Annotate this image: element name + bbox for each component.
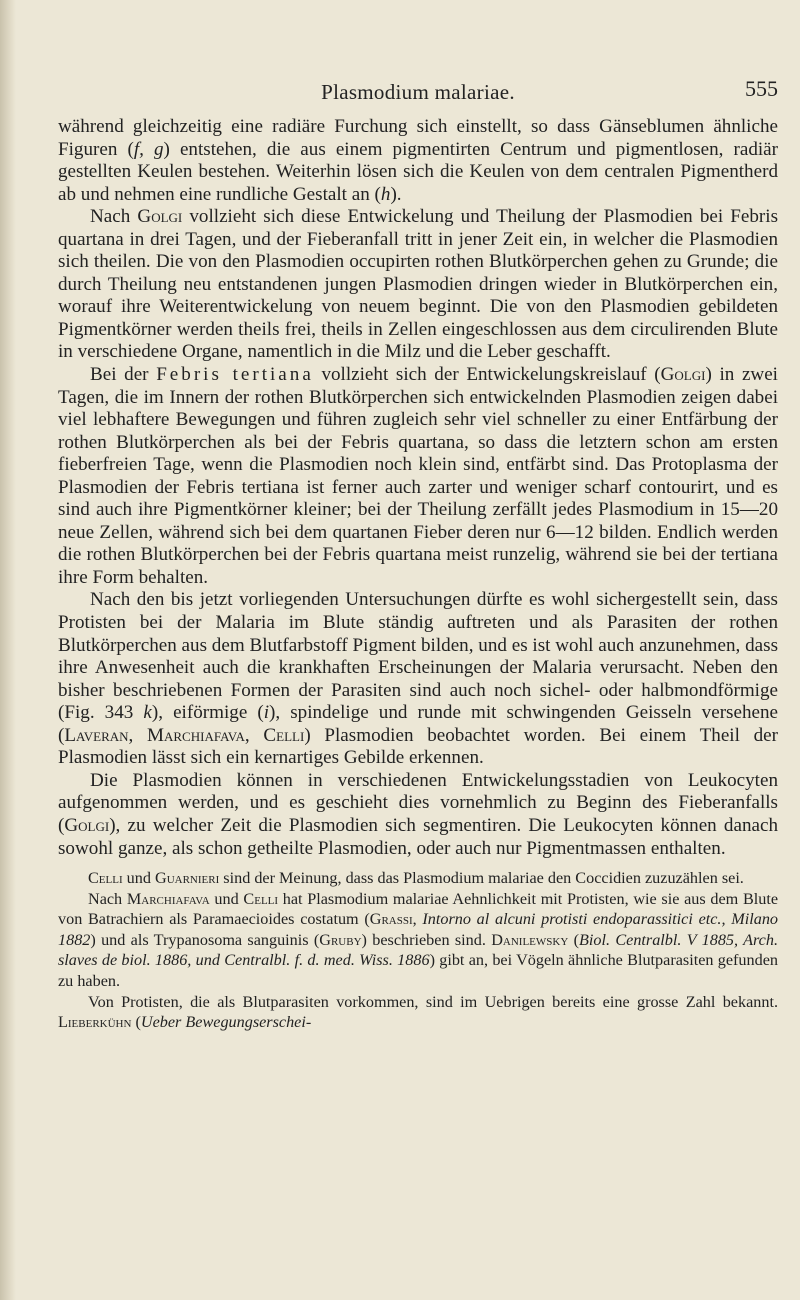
notes-section <box>58 868 778 1033</box>
text-run: Von Protisten, die als Blutparasiten vorkommen, sind im Uebrigen bereits eine grosse Zahl bekannt. <box>88 992 778 1011</box>
text-run: hat Plasmodium malariae Aehnlichkeit mit Protisten, wie sie aus dem Blute von Batrachiern als Paramaecioides costatum ( <box>58 889 779 929</box>
author-name: Celli <box>263 724 305 746</box>
text-run: vollzieht sich diese Entwickelung und Theilung der Plasmodien bei Febris quartana in drei Tagen, und der Fieberanfall tritt in jener Zeit ein, in welcher die Plasmodien sich theilen. Die von den Plasmodien occupirten rothen Blutkörperchen gehen zu Grunde; die durch Theilung neu entstandenen jungen Plasmodien dringen wieder in Blutkörperchen ein, worauf ihre Weiterentwickelung von neuem beginnt. Die von den Plasmodien gebildeten Pigmentkörner werden theils frei, theils in Zellen eingeschlossen aus dem circulirenden Blute in verschiedene Organe, namentlich in die Milz und die Leber geschafft. <box>58 206 779 363</box>
author-name: Gruby <box>319 930 362 949</box>
text-run: Bei der <box>90 364 157 386</box>
text-run: und <box>122 869 155 888</box>
author-name: Golgi <box>64 814 110 836</box>
text-run: ). <box>390 183 402 205</box>
text-run: vollzieht sich der Entwickelungskreislauf ( <box>313 364 661 386</box>
text-run: Nach <box>90 206 138 228</box>
text-run: ), spindelige und runde mit schwingenden Geisseln versehene ( <box>58 702 778 746</box>
author-name: Laveran <box>64 724 129 746</box>
author-name: Golgi <box>137 206 183 228</box>
paragraph <box>58 770 778 860</box>
author-name: Guarnieri <box>155 869 220 888</box>
text-run: ) Plasmodien beobachtet worden. Bei einem Theil der Plasmodien lässt sich ein kernartiges Gebilde erkennen. <box>58 724 779 769</box>
running-title: Plasmodium malariae. <box>321 80 515 104</box>
italic-text: i <box>263 702 270 724</box>
italic-text: Intorno al alcuni protisti endoparassitici etc., Milano 1882 <box>58 910 779 949</box>
note-paragraph <box>58 889 778 992</box>
page-header <box>58 76 778 116</box>
text-run: ), eiförmige ( <box>151 702 264 724</box>
main-text <box>58 116 778 860</box>
paragraph <box>58 116 778 206</box>
paragraph <box>58 364 778 589</box>
paragraph <box>58 589 778 769</box>
author-name: Celli <box>88 869 123 888</box>
italic-text: k <box>143 702 152 724</box>
author-name: Danilewsky <box>491 930 569 949</box>
paragraph <box>58 206 778 364</box>
italic-text: f, g <box>133 138 164 160</box>
author-name: Golgi <box>660 364 706 386</box>
author-name: Grassi <box>369 910 413 929</box>
text-run: ) gibt an, bei Vögeln ähnliche Blutparasiten gefunden zu haben. <box>58 951 778 991</box>
author-name: Marchiafava <box>126 889 210 908</box>
author-name: Marchiafava <box>147 724 245 746</box>
spaced-term: Febris tertiana <box>156 364 314 386</box>
text-run: , <box>244 724 264 746</box>
author-name: Celli <box>243 889 279 908</box>
italic-text: Ueber Bewegungserschei- <box>140 1013 312 1032</box>
text-run: sind der Meinung, dass das Plasmodium malariae den Coccidien zuzuzählen sei. <box>219 869 744 888</box>
text-run: während gleichzeitig eine radiäre Furchung sich einstellt, so dass Gänseblumen ähnliche Figuren ( <box>58 116 778 160</box>
italic-text: h <box>380 183 391 205</box>
text-run: ) beschrieben sind. <box>361 930 492 949</box>
page-number: 555 <box>745 76 778 101</box>
text-run: Nach den bis jetzt vorliegenden Untersuchungen dürfte es wohl sichergestellt sein, dass Protisten bei der Malaria im Blute ständig auftreten und als Parasiten der rothen Blutkörperchen aus dem Blutfarbstoff Pigment bilden, und es ist wohl auch anzunehmen, dass ihre Anwesenheit auch die krankhaften Erscheinungen der Malaria verursacht. Neben den bisher beschriebenen Formen der Parasiten sind auch noch sichel- oder halbmondförmige (Fig. 343 <box>58 589 778 724</box>
text-run: Nach <box>88 889 127 908</box>
text-run: ) entstehen, die aus einem pigmentirten Centrum und pigmentlosen, radiär gestellten Keulen bestehen. Weiterhin lösen sich die Keulen von dem centralen Pigmentherd ab und nehmen eine rundliche Gestalt an ( <box>58 138 779 205</box>
page-gutter-shadow <box>0 0 16 1300</box>
author-name: Lieberkühn <box>58 1013 132 1032</box>
note-paragraph <box>58 868 778 889</box>
book-page <box>58 76 778 1033</box>
text-run: und <box>209 889 244 908</box>
text-run: ( <box>131 1013 141 1032</box>
text-run: Die Plasmodien können in verschiedenen Entwickelungsstadien von Leukocyten aufgenommen werden, und es geschieht dies vornehmlich zu Beginn des Fieberanfalls ( <box>58 769 778 836</box>
italic-text: Biol. Centralbl. V 1885, Arch. slaves de biol. 1886, und Centralbl. f. d. med. Wiss. 1886 <box>58 930 779 970</box>
text-run: ( <box>568 930 579 949</box>
text-run: , <box>412 910 423 929</box>
note-paragraph <box>58 992 778 1033</box>
text-run: ) und als Trypanosoma sanguinis ( <box>90 930 320 949</box>
text-run: ), zu welcher Zeit die Plasmodien sich segmentiren. Die Leukocyten können danach sowohl ganze, als schon getheilte Plasmodien, oder auch nur Pigmentmassen enthalten. <box>58 814 778 859</box>
text-run: , <box>128 724 148 746</box>
text-run: ) in zwei Tagen, die im Innern der rothen Blutkörperchen sich entwickelnden Plasmodien zeigen dabei viel lebhaftere Bewegungen und führen zugleich sehr viel schneller zu einer Entfärbung der rothen Blutkörperchen als bei der Febris quartana, so dass die letztern schon am ersten fieberfreien Tage, wenn die Plasmodien noch klein sind, entfärbt sind. Das Protoplasma der Plasmodien der Febris tertiana ist ferner auch zarter und weniger scharf contourirt, und es sind auch ihre Pigmentkörner kleiner; bei der Theilung zerfällt jedes Plasmodium in 15—20 neue Zellen, während sich bei dem quartanen Fieber deren nur 6—12 bilden. Endlich werden die rothen Blutkörperchen bei der Febris quartana meist runzelig, während sie bei der tertiana ihre Form behalten. <box>58 364 778 588</box>
